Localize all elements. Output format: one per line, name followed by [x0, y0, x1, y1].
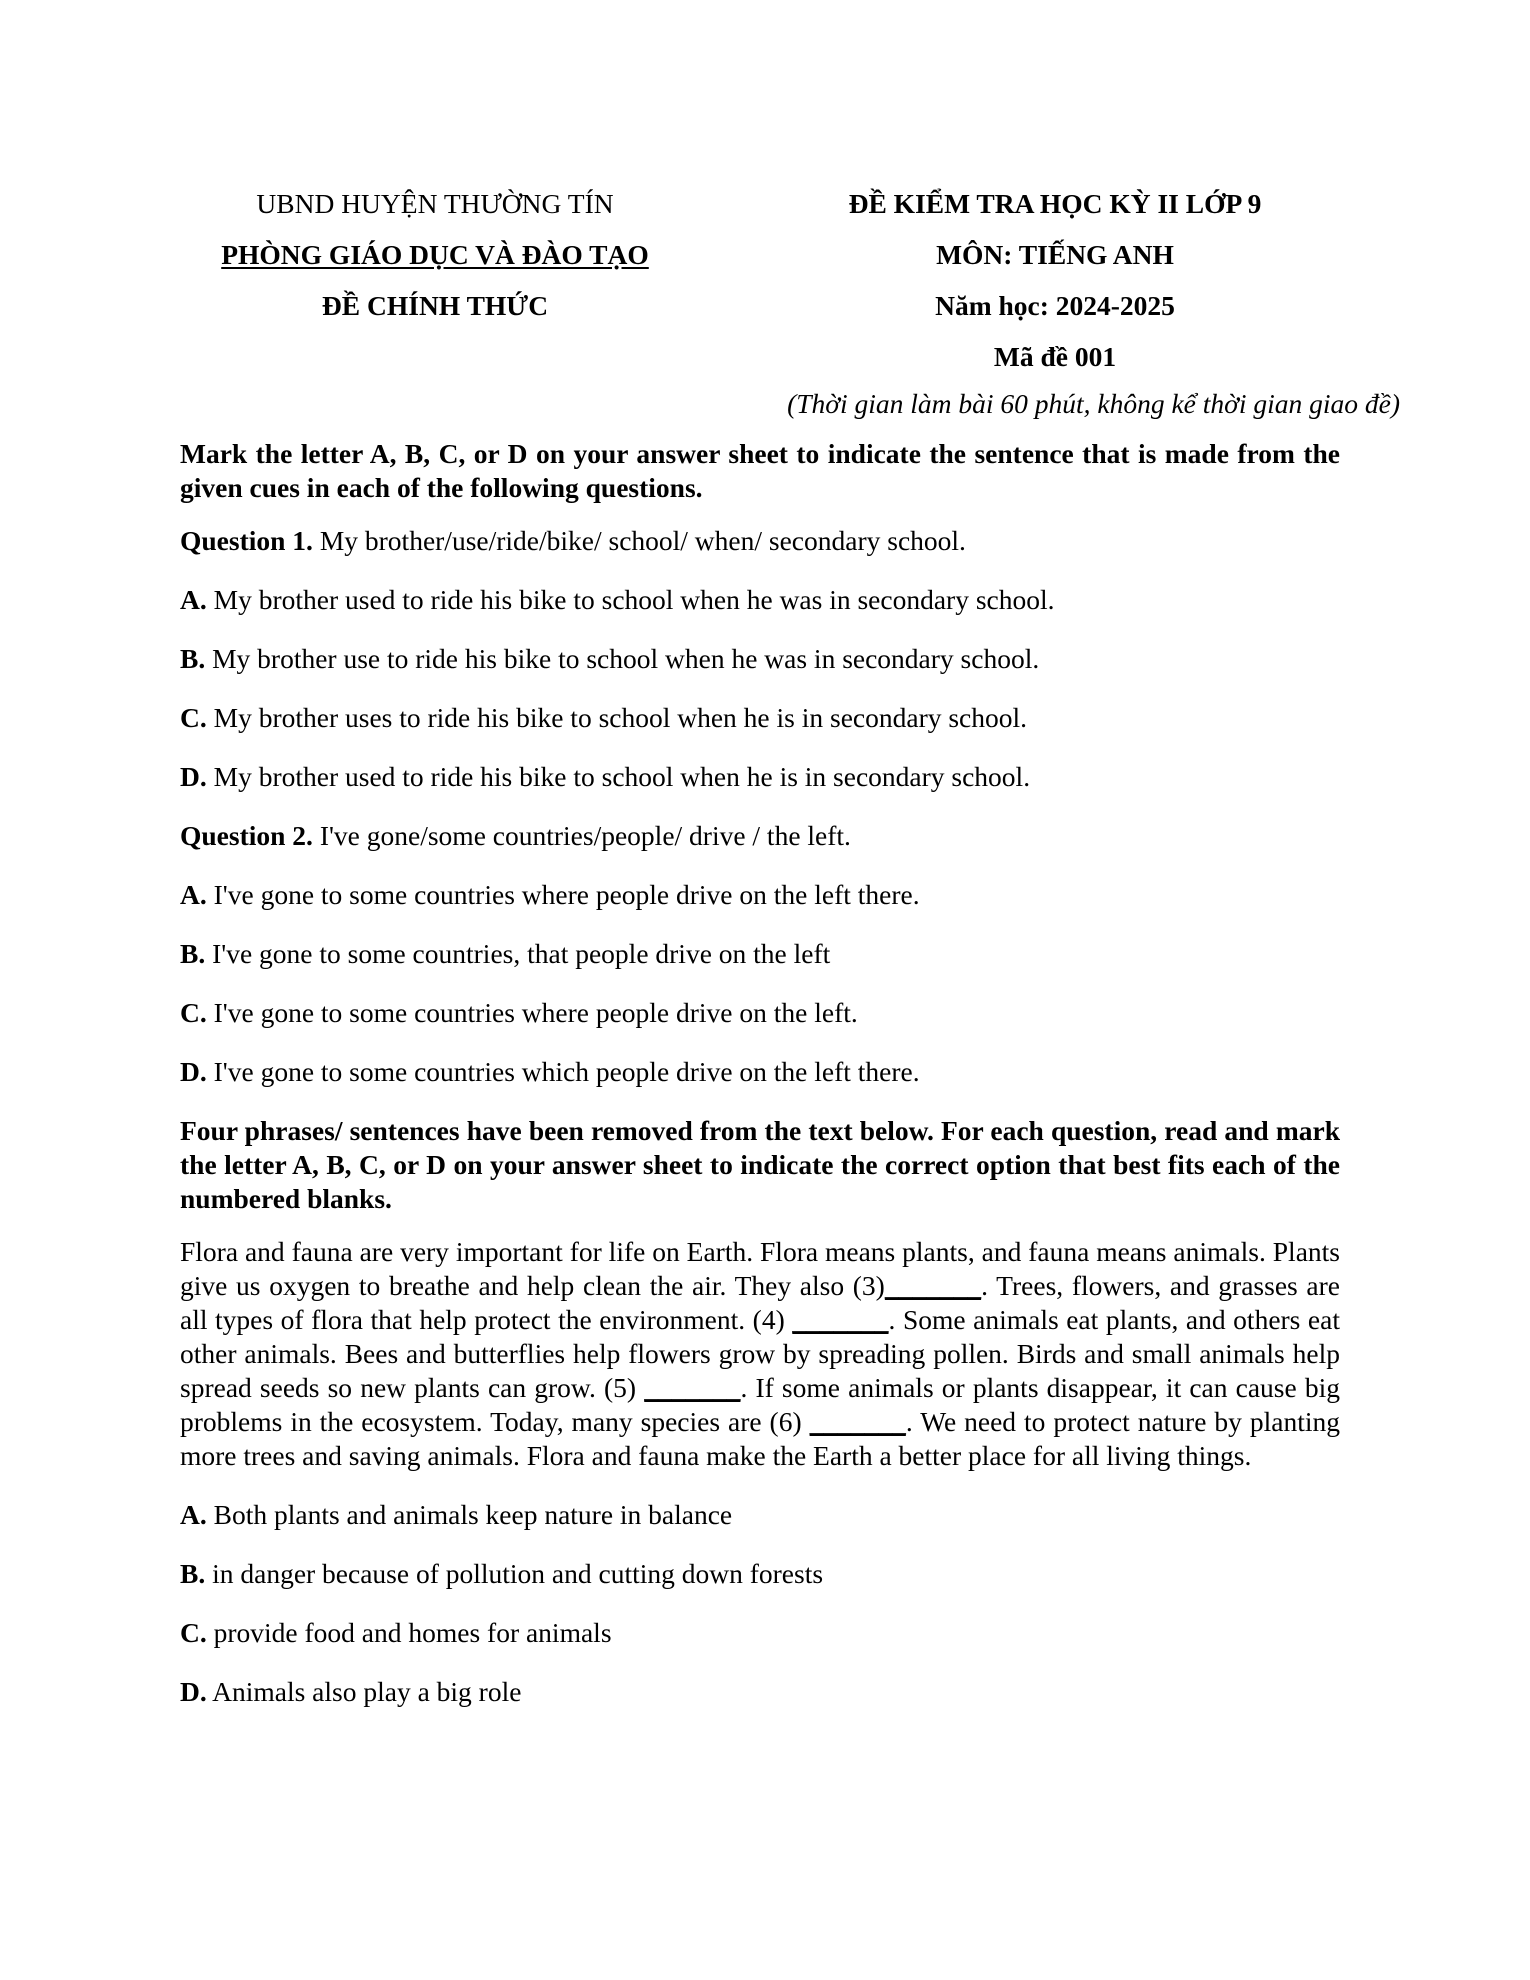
- passage-text: . Some animals eat plants, and others eat other animals. Bees and butterflies help flowers grow by spreading pollen. Birds and small animals help spread seeds so new plants can grow. (5): [180, 1304, 1340, 1403]
- option-letter: C.: [180, 1617, 207, 1648]
- option-text: in danger because of pollution and cutting down forests: [205, 1558, 824, 1589]
- reading-passage: [180, 1235, 1340, 1473]
- option-text: provide food and homes for animals: [206, 1617, 612, 1648]
- option-letter: B.: [180, 643, 206, 674]
- option-text: I've gone to some countries, that people drive on the left: [205, 938, 831, 969]
- passage-text: . Trees, flowers, and grasses are all types of flora that help protect the environment. (4): [180, 1270, 1340, 1335]
- section1-instruction: Mark the letter A, B, C, or D on your answer sheet to indicate the sentence that is made from the given cues in each of the following questions.: [180, 438, 1340, 503]
- option-text: My brother used to ride his bike to school when he is in secondary school.: [206, 761, 1031, 792]
- official-exam-label: ĐỀ CHÍNH THỨC: [321, 290, 549, 321]
- question-1: [180, 524, 1340, 558]
- option-letter: B.: [180, 938, 206, 969]
- department-name: PHÒNG GIÁO DỤC VÀ ĐÀO TẠO: [221, 239, 649, 270]
- exam-content: [180, 437, 1340, 1734]
- option-a: [180, 1498, 1340, 1532]
- header-right: [770, 178, 1340, 382]
- blank-6: _______: [809, 1406, 906, 1437]
- option-letter: C.: [180, 997, 207, 1028]
- option-text: I've gone to some countries where people drive on the left.: [206, 997, 858, 1028]
- subject-label: MÔN: TIẾNG ANH: [936, 239, 1174, 270]
- option-text: My brother uses to ride his bike to school when he is in secondary school.: [206, 702, 1028, 733]
- question-text: I've gone/some countries/people/ drive / the left.: [312, 820, 851, 851]
- option-b: [180, 937, 1340, 971]
- exam-title: ĐỀ KIỂM TRA HỌC KỲ II LỚP 9: [848, 188, 1262, 219]
- school-year: Năm học: 2024-2025: [935, 290, 1175, 321]
- option-text: I've gone to some countries which people drive on the left there.: [206, 1056, 920, 1087]
- option-a: [180, 878, 1340, 912]
- option-text: I've gone to some countries where people drive on the left there.: [206, 879, 920, 910]
- option-text: Animals also play a big role: [206, 1676, 522, 1707]
- option-text: Both plants and animals keep nature in balance: [206, 1499, 733, 1530]
- option-letter: D.: [180, 761, 207, 792]
- blank-4: _______: [792, 1304, 889, 1335]
- option-letter: A.: [180, 584, 207, 615]
- passage-text: Flora and fauna are very important for life on Earth. Flora means plants, and fauna means animals. Plants give us oxygen to breathe and help clean the air. They also (3): [180, 1236, 1340, 1301]
- question-label: Question 2.: [180, 820, 313, 851]
- option-letter: A.: [180, 879, 207, 910]
- header-left: [160, 178, 710, 331]
- question-2: [180, 819, 1340, 853]
- question-label: Question 1.: [180, 525, 313, 556]
- option-c: [180, 1616, 1340, 1650]
- option-b: [180, 1557, 1340, 1591]
- option-letter: C.: [180, 702, 207, 733]
- exam-code: Mã đề 001: [993, 341, 1117, 372]
- option-b: [180, 642, 1340, 676]
- option-letter: D.: [180, 1056, 207, 1087]
- option-a: [180, 583, 1340, 617]
- option-d: [180, 760, 1340, 794]
- blank-5: _______: [644, 1372, 741, 1403]
- passage-text: . We need to protect nature by planting more trees and saving animals. Flora and fauna make the Earth a better place for all living things.: [180, 1406, 1340, 1471]
- option-d: [180, 1055, 1340, 1089]
- option-c: [180, 701, 1340, 735]
- option-d: [180, 1675, 1340, 1709]
- section2-instruction: Four phrases/ sentences have been removed from the text below. For each question, read and mark the letter A, B, C, or D on your answer sheet to indicate the correct option that best fits each of the numbered blanks.: [180, 1115, 1340, 1214]
- option-letter: B.: [180, 1558, 206, 1589]
- option-text: My brother used to ride his bike to school when he was in secondary school.: [206, 584, 1055, 615]
- option-text: My brother use to ride his bike to school when he was in secondary school.: [205, 643, 1040, 674]
- blank-3: _______: [884, 1270, 982, 1301]
- district-name: UBND HUYỆN THƯỜNG TÍN: [256, 188, 614, 219]
- option-letter: A.: [180, 1499, 207, 1530]
- passage-text: . If some animals or plants disappear, it can cause big problems in the ecosystem. Today, many species are (6): [180, 1372, 1340, 1437]
- question-text: My brother/use/ride/bike/ school/ when/ secondary school.: [312, 525, 966, 556]
- option-c: [180, 996, 1340, 1030]
- time-note: (Thời gian làm bài 60 phút, không kể thời gian giao đề): [787, 388, 1400, 419]
- option-letter: D.: [180, 1676, 207, 1707]
